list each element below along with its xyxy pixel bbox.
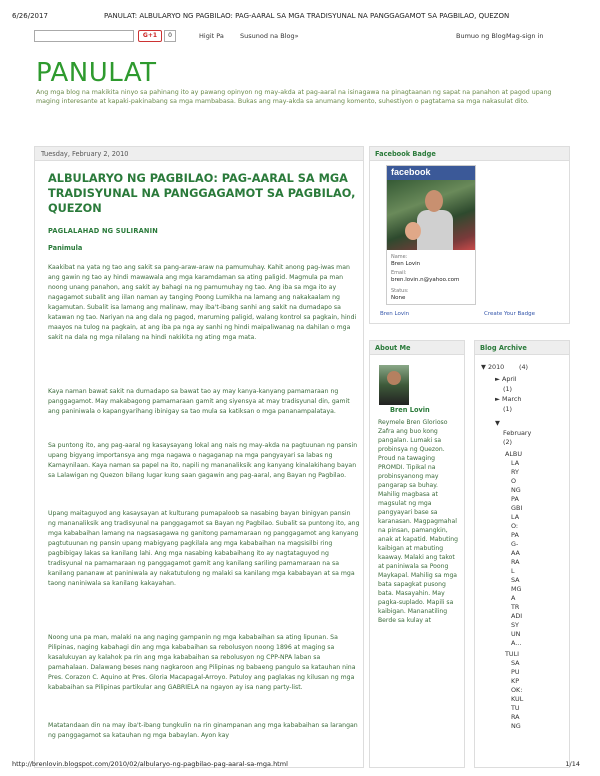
facebook-logo: facebook (387, 166, 475, 180)
profile-photo (387, 180, 475, 250)
post-paragraph: Kaakibat na yata ng tao ang sakit sa pang-araw-araw na pamumuhay. Kahit anong pag-iwas man ang gawin ng tao ay hindi mawawala ang mga karamdaman sa ating paligid. Magmula pa man noong unang panahon, ang sakit ay bahagi na ng pamumuhay ng tao. Ang iba sa mga ito ay nagagamot subalit ang iilan naman ay tanging Poong Lumikha na lamang ang nakakaalam ng kagamutan. Subalit isa lamang ang malinaw, may iba't-ibang sanhi ang sakit na dumadapo sa katawan ng tao. Nariyan na ang dala ng pagod, maruming paligid, walang kontrol sa pagkain, hindi maayos na tulog na pagkain, at ang iba pa nga ay sanhi ng hindi maipaliwanag na dahilan o mga sakit na dala ng mga nilalang na hindi nakikita ng ating mga mata. (48, 264, 357, 341)
archive-march-count: (1) (503, 405, 513, 413)
badge-profile-link[interactable]: Bren Lovin (380, 311, 410, 317)
about-me-widget (369, 340, 465, 768)
archive-title-line: AA (511, 549, 520, 557)
archive-title-line: NG (511, 722, 521, 730)
archive-title-line: GBI (511, 504, 523, 512)
archive-title-line: L (511, 567, 515, 575)
post-subsection-heading: Panimula (48, 244, 83, 252)
archive-title-line: A... (511, 639, 522, 647)
archive-title-line: SA (511, 576, 520, 584)
badge-name-label: Name: (391, 254, 408, 260)
archive-title-line: SY (511, 621, 519, 629)
post-title[interactable]: ALBULARYO NG PAGBILAO: PAG-AARAL SA MGA TRADISYUNAL NA PANGGAGAMOT SA PAGBILAO, QUEZON (48, 172, 356, 215)
archive-title-line: TR (511, 603, 520, 611)
widget-heading: Facebook Badge (370, 147, 569, 161)
archive-title-line: RA (511, 558, 520, 566)
archive-month-march[interactable]: ► March (495, 395, 522, 403)
archive-title-line: PA (511, 495, 519, 503)
archive-title-line: NG (511, 486, 521, 494)
widget-heading: About Me (370, 341, 464, 355)
author-bio: Reymele Bren Glorioso Zafra ang buo kong pangalan. Lumaki sa probinsya ng Quezon. Proud na tawaging PROMDI. Tipikal na probinsyanong may pangarap sa buhay. Mahilig magbasa at magsulat ng mga pangyayari base sa karanasan. Magpagmahal na pinsan, pamangkin, anak at kapatid. Mabuting kaibigan at mabuting kaaway. Malaki ang takot at paniniwala sa Poong Maykapal. Mahilig sa mga bata sapagkat pusong bata. Masayahin. May pagka-suplado. Mapili sa kaibigan. Mananatiling Berde sa kulay at (378, 419, 458, 624)
archive-month-april[interactable]: ► April (495, 375, 517, 383)
author-photo[interactable] (379, 365, 409, 405)
archive-title-line: RY (511, 468, 519, 476)
create-badge-link[interactable]: Create Your Badge (484, 311, 536, 317)
gplus-count: 0 (164, 30, 176, 42)
post-date: Tuesday, February 2, 2010 (35, 147, 363, 161)
archive-title-line: O (511, 477, 517, 485)
facebook-badge-widget (369, 146, 570, 324)
badge-email: bren.lovin.n@yahoo.com (391, 277, 460, 283)
print-date: 6/26/2017 (12, 12, 48, 20)
archive-title-line: SA (511, 659, 520, 667)
post-paragraph: Sa puntong ito, ang pag-aaral ng kasaysayang lokal ang nais ng may-akda na pagtuunan ng pansin upang bigyang importansya ang mga nagawa o nagaganap na mga pangyayari sa labas ng Kamaynilaan. Kaya naman sa papel na ito, napili ng mananaliksik ang kanyang kinalakihang bayan sa Lalawigan ng Quezon bilang lugar kung saan gagawin ang pag-aaral, ang Bayan ng Pagbilao. (48, 442, 358, 479)
post-paragraph: Kaya naman bawat sakit na dumadapo sa bawat tao ay may kanya-kanyang pamamaraan ng panggagamot. May makabagong pamamaraan gamit ang siyensya at may tradisyunal din, gamit ang paniniwala o kapangyarihang ibinigay sa tao mula sa katiksan o mga pananampalataya. (48, 388, 350, 415)
archive-title-line: PA (511, 531, 519, 539)
post-section-heading: PAGLALAHAD NG SULIRANIN (48, 227, 158, 235)
archive-post-link[interactable] (505, 450, 522, 648)
archive-title-line: KUL (511, 695, 524, 703)
post (34, 146, 364, 768)
badge-status-label: Status: (391, 288, 409, 294)
archive-title-line: RA (511, 713, 520, 721)
archive-title-line: O: (511, 522, 519, 530)
badge-name: Bren Lovin (391, 261, 421, 267)
gplus-button[interactable]: G+1 (138, 30, 162, 42)
archive-title-line: LA (511, 459, 520, 467)
blog-title[interactable]: PANULAT (36, 58, 157, 88)
archive-year-count: (4) (519, 363, 529, 371)
sign-in-link[interactable]: Mag-sign in (506, 32, 544, 40)
print-footer (12, 760, 592, 768)
post-paragraph: Upang maitaguyod ang kasaysayan at kulturang pumapaloob sa nasabing bayan binigyan pansin ng mananaliksik ang tradisyunal na panggagamot sa Bayan ng Pagbilao. Subalit sa puntong ito, ang mga kababaihan lamang na nagsasagawa ng ganitong pamamaraan ng panggagamot ang kanyang pagtutuunan ng pansin upang mabigyang pagkilala ang mga kababaihan na magsisilbi ring pagbibigay lakas sa kanilang lahi. Ang mga nasabing kababaihang ito ay nagtataguyod ng tradisyunal na pamamaraan ng panggagamot gamit ang kanilang sariling pamamaraan na sa kanilang pananaw at paniniwala ay nakatutulong ng malaki sa kanilang mga kababayan at sa mga taong naniniwala sa kanilang kakayahan. (48, 510, 360, 587)
widget-heading: Blog Archive (475, 341, 569, 355)
create-blog-link[interactable]: Bumuo ng Blog (456, 32, 506, 40)
archive-title-line: KP (511, 677, 520, 685)
blog-archive-widget (474, 340, 570, 768)
archive-title-line: A (511, 594, 516, 602)
print-title: PANULAT: ALBULARYO NG PAGBILAO: PAG-AARAL SA MGA TRADISYUNAL NA PANGGAGAMOT SA PAGBILAO, QUEZON (104, 12, 510, 20)
archive-month-february[interactable]: February (503, 429, 532, 437)
badge-status: None (391, 295, 406, 301)
chevron-down-icon[interactable]: ▼ (495, 419, 500, 427)
archive-title-line: UN (511, 630, 521, 638)
search-input[interactable] (34, 30, 134, 42)
post-paragraph: Noong una pa man, malaki na ang naging gampanin ng mga kababaihan sa ating lipunan. Sa Pilipinas, naging kabahagi din ang mga kababaihan sa rebolusyon noong 1896 at maging sa kasalukuyan ay kalahok pa rin ang mga kababaihan sa rebolusyon ng CPP-NPA laban sa pamahalaan. Dalawang beses nang nagkaroon ang Pilipinas ng babaeng pangulo sa katauhan nina Pres. Corazon C. Aquino at Pres. Gloria Macapagal-Arroyo. Patuloy ang paglakas ng kilusan ng mga kababaihan sa Pilipinas partikular ang GABRIELA na ngayon ay isa nang party-list. (48, 634, 356, 691)
blogger-navbar (34, 29, 570, 43)
archive-title-line: TULI (505, 650, 520, 658)
print-page-number: 1/14 (565, 760, 580, 768)
blog-description: Ang mga blog na makikita ninyo sa pahinang ito ay pawang opinyon ng may-akda at pag-aaral na isinagawa na pinagtaanan ng sapat na panahon at pagod upang maging interesante at kapaki-pakinabang sa mga mambabasa. Bukas ang may-akda sa anumang komento, suhestiyon o pagtatama sa mga nakasulat dito. (36, 89, 552, 105)
badge-email-label: Email: (391, 270, 407, 276)
archive-title-line: MG (511, 585, 522, 593)
archive-title-line: LA (511, 513, 520, 521)
archive-title-line: PU (511, 668, 520, 676)
archive-title-line: ALBU (505, 450, 522, 458)
post-paragraph: Matatandaan din na may iba't-ibang tungkulin na rin ginampanan ang mga kababaihan sa larangan ng panggagamot sa katauhan ng mga babaylan. Ayon kay (48, 722, 358, 739)
archive-title-line: ADI (511, 612, 523, 620)
archive-title-line: OK: (511, 686, 523, 694)
archive-post-link[interactable] (505, 650, 523, 731)
next-blog-link[interactable]: Higit Pa (199, 32, 224, 40)
print-header (0, 12, 600, 24)
archive-title-line: TU (511, 704, 520, 712)
share-link[interactable]: Susunod na Blog» (240, 32, 299, 40)
author-name[interactable]: Bren Lovin (390, 406, 430, 414)
archive-title-line: G- (511, 540, 519, 548)
facebook-badge-card[interactable] (386, 165, 476, 305)
archive-year-2010[interactable]: ▼ 2010 (481, 363, 505, 371)
archive-april-count: (1) (503, 385, 513, 393)
print-url: http://brenlovin.blogspot.com/2010/02/albularyo-ng-pagbilao-pag-aaral-sa-mga.html (12, 760, 288, 768)
archive-february-count: (2) (503, 438, 513, 446)
